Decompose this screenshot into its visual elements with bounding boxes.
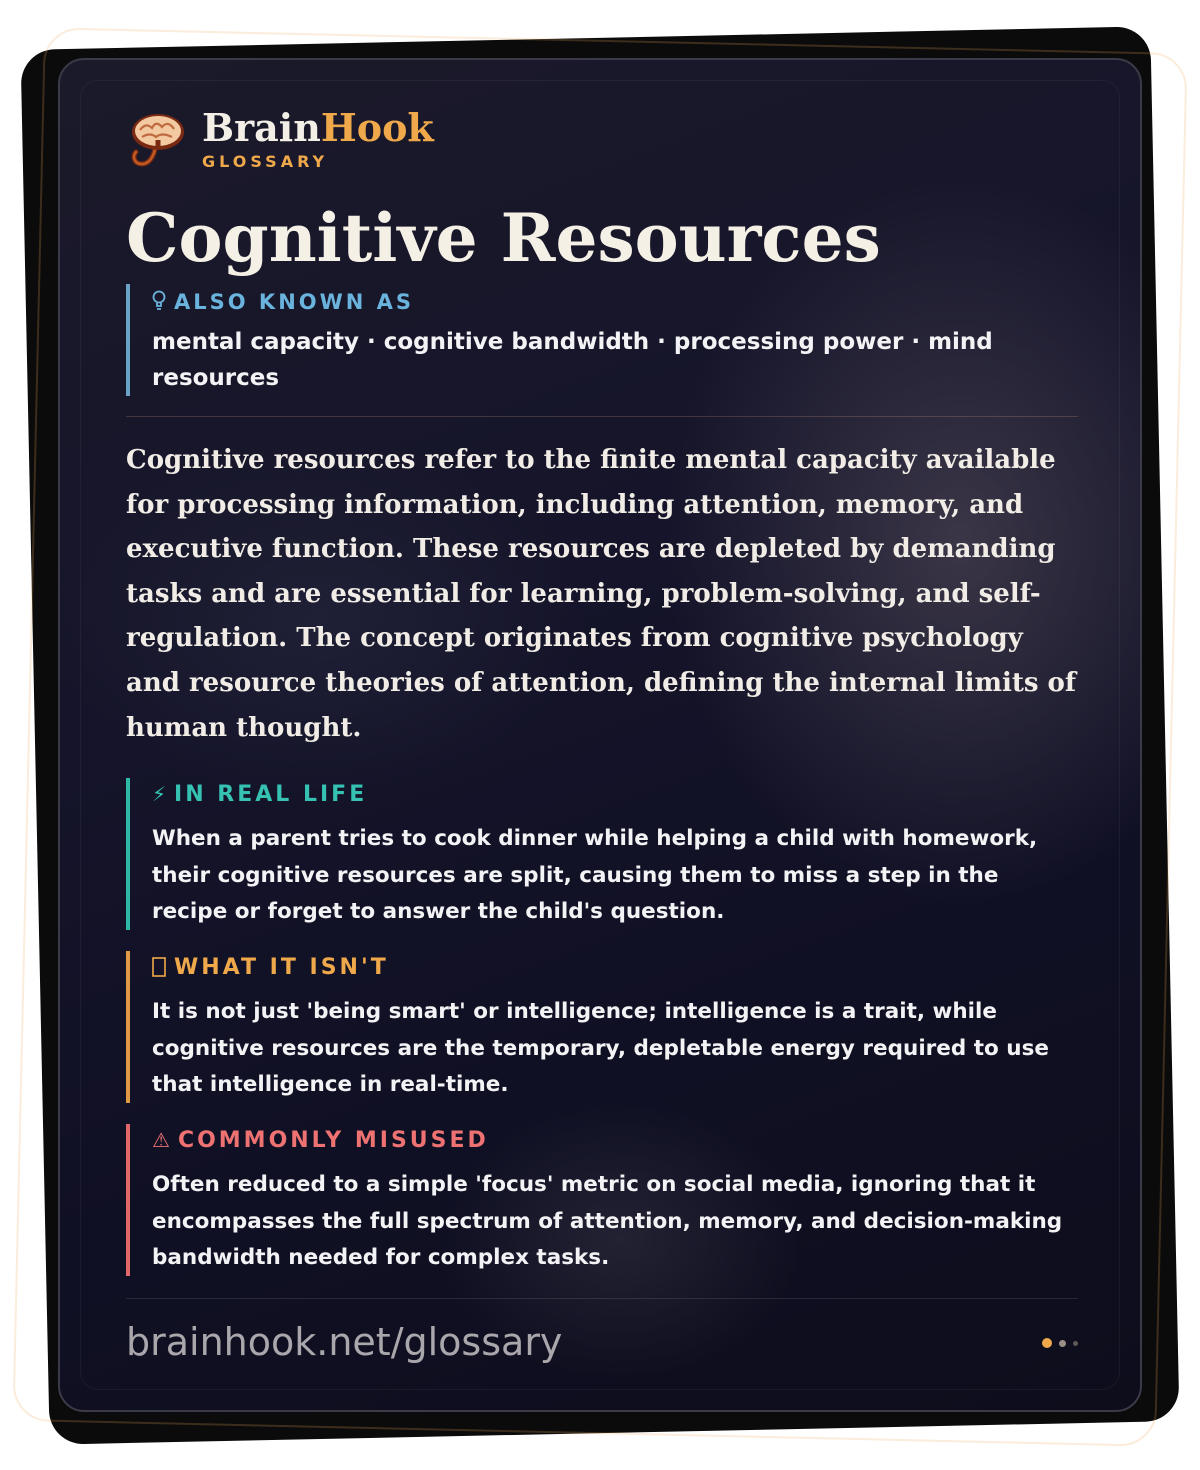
- section-body-real-life: When a parent tries to cook dinner while helping a child with homework, their cognitive resources are split, causing them to miss a step in the recipe or forget to answer the child's question.: [152, 826, 1038, 925]
- brand-name-part1: Brain: [202, 105, 321, 150]
- glossary-card: [58, 58, 1142, 1412]
- page-dot: [1059, 1340, 1066, 1347]
- brand-name-part2: Hook: [320, 105, 434, 150]
- also-known-as-block: [126, 284, 1078, 396]
- page-indicator-dots: [1038, 1338, 1078, 1348]
- section-body-commonly-misused: Often reduced to a simple 'focus' metric on social media, ignoring that it encompasses the full spectrum of attention, memory, and decision-making bandwidth needed for complex tasks.: [152, 1172, 1063, 1271]
- section-label-real-life-text: IN REAL LIFE: [174, 782, 368, 807]
- also-known-as-terms: mental capacity · cognitive bandwidth · processing power · mind resources: [152, 329, 993, 391]
- section-what-it-isnt: [126, 951, 1078, 1103]
- term-title: Cognitive Resources: [126, 199, 881, 277]
- section-body-what-it-isnt: It is not just 'being smart' or intelligence; intelligence is a trait, while cognitive resources are the temporary, depletable energy required to use that intelligence in real-time.: [152, 999, 1049, 1098]
- no-entry-icon: [152, 955, 166, 979]
- brand-header: [126, 106, 626, 176]
- also-known-as-label-text: ALSO KNOWN AS: [174, 290, 415, 314]
- section-label-commonly-misused: [152, 1126, 1078, 1155]
- page-dot-active: [1042, 1338, 1052, 1348]
- divider-bottom: [126, 1298, 1078, 1299]
- footer-url-link[interactable]: brainhook.net/glossary: [126, 1320, 563, 1364]
- lightning-icon: ⚡: [152, 782, 167, 806]
- section-in-real-life: [126, 778, 1078, 930]
- lightbulb-icon: [152, 290, 166, 314]
- section-label-what-it-isnt: [152, 953, 1078, 982]
- divider-top: [126, 416, 1078, 417]
- section-label-what-it-isnt-text: WHAT IT ISN'T: [174, 955, 389, 980]
- section-label-commonly-misused-text: COMMONLY MISUSED: [177, 1128, 489, 1153]
- brand-subtitle: GLOSSARY: [202, 152, 329, 171]
- warning-icon: ⚠: [152, 1128, 170, 1152]
- definition-text: Cognitive resources refer to the finite mental capacity available for processing information, including attention, memory, and executive function. These resources are depleted by demanding tasks and are essential for learning, problem-solving, and self-regulation. The concept originates from cognitive psychology and resource theories of attention, defining the internal limits of human thought.: [126, 445, 1077, 743]
- brand-name: [202, 106, 434, 150]
- brain-hook-logo-icon: [126, 110, 186, 170]
- section-commonly-misused: [126, 1124, 1078, 1276]
- page-dot: [1073, 1341, 1078, 1346]
- also-known-as-label: [152, 288, 1078, 316]
- section-label-real-life: [152, 780, 1078, 809]
